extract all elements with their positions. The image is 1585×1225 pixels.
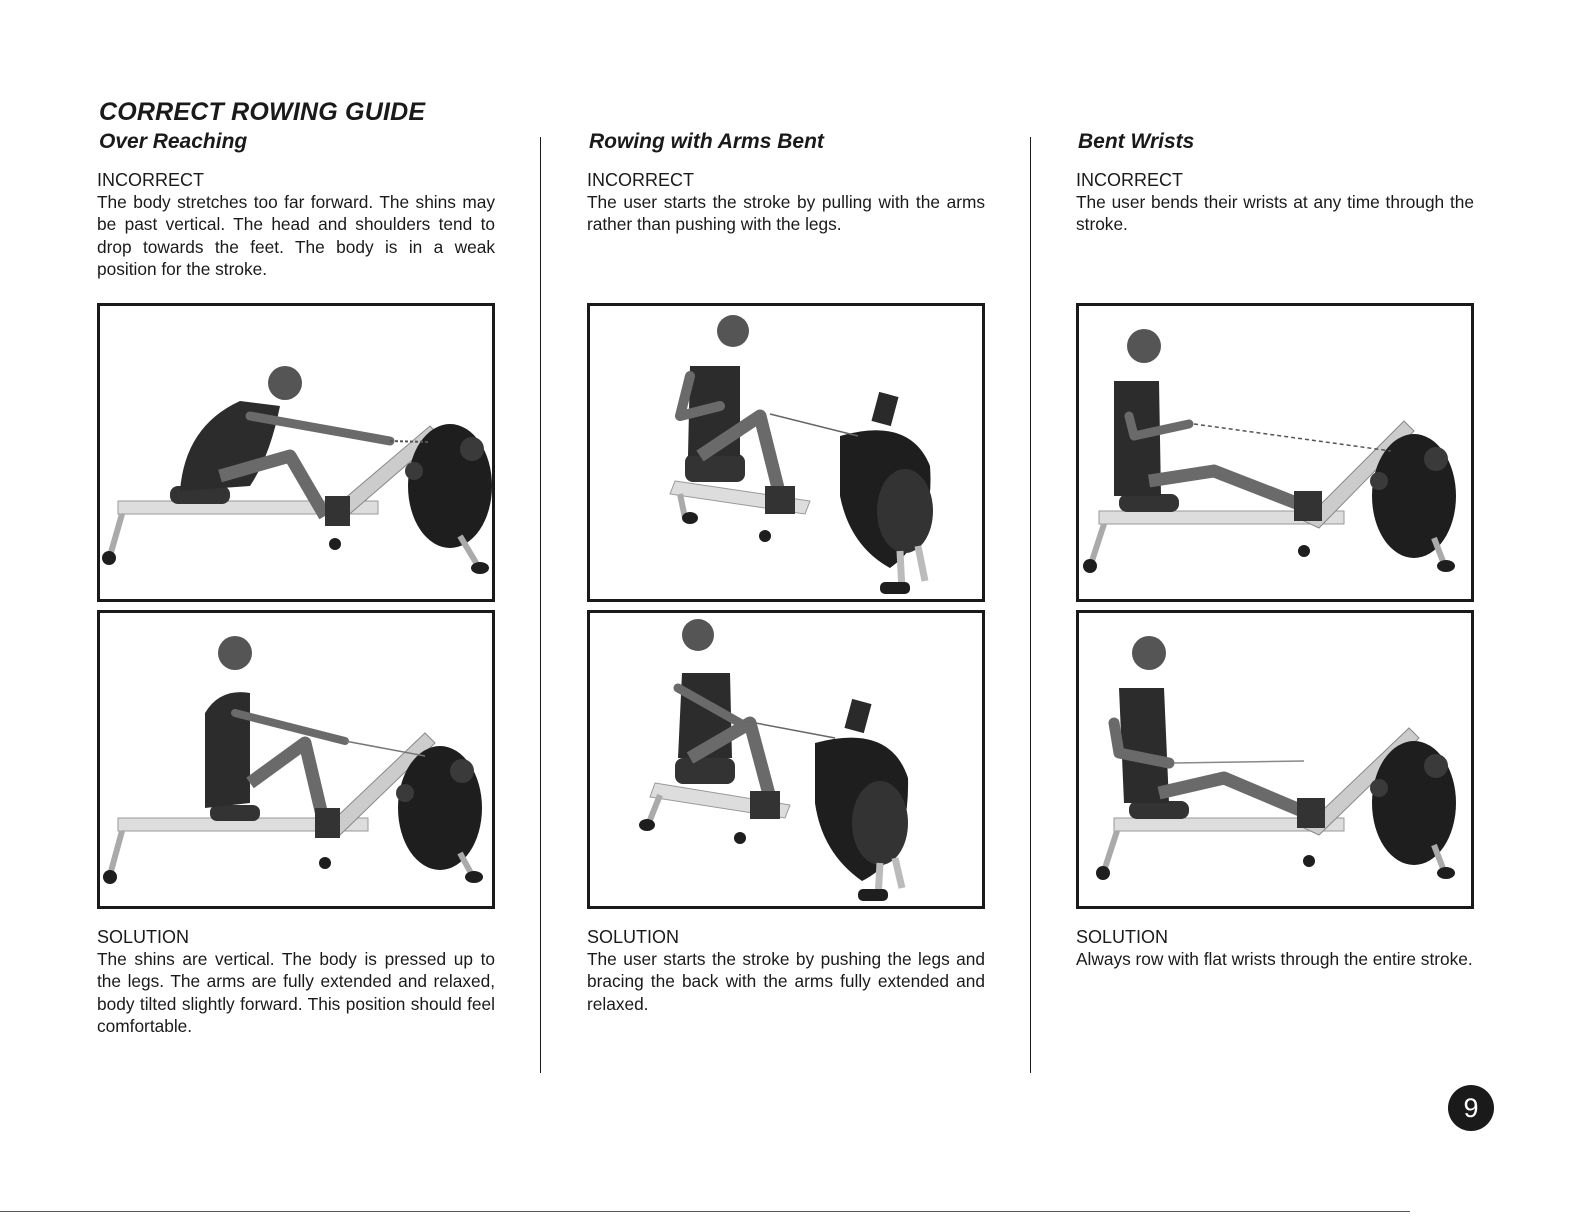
rower-photo-illustration: [100, 613, 492, 906]
incorrect-description: The body stretches too far forward. The shins may be past vertical. The head and shoulders tend to drop towards the feet. The body is in a weak position for the stroke.: [97, 192, 495, 280]
solution-label: SOLUTION: [1076, 927, 1169, 947]
column-divider: [540, 137, 541, 1073]
rower-photo-illustration: [1079, 306, 1471, 599]
solution-label: SOLUTION: [587, 927, 680, 947]
guide-column-bent-wrists: [1076, 128, 1474, 969]
column-heading: Bent Wrists: [1078, 130, 1195, 153]
column-heading: Over Reaching: [99, 130, 248, 153]
rower-photo-illustration: [590, 613, 982, 906]
guide-column-rowing-with-arms-bent: [587, 128, 985, 1014]
incorrect-photo: [97, 303, 495, 602]
page-title: CORRECT ROWING GUIDE: [99, 98, 426, 126]
incorrect-description: The user bends their wrists at any time through the stroke.: [1076, 192, 1474, 235]
column-divider: [1030, 137, 1031, 1073]
incorrect-description: The user starts the stroke by pulling with the arms rather than pushing with the legs.: [587, 192, 985, 235]
incorrect-label: INCORRECT: [1076, 170, 1183, 190]
incorrect-label: INCORRECT: [97, 170, 204, 190]
solution-photo: [1076, 610, 1474, 909]
solution-photo: [97, 610, 495, 909]
bottom-rule: [0, 1211, 1410, 1212]
solution-label: SOLUTION: [97, 927, 190, 947]
column-heading: Rowing with Arms Bent: [589, 130, 824, 153]
solution-description: Always row with flat wrists through the entire stroke.: [1076, 949, 1473, 969]
solution-description: The user starts the stroke by pushing the legs and bracing the back with the arms fully extended and relaxed.: [587, 949, 985, 1014]
incorrect-photo: [1076, 303, 1474, 602]
guide-column-over-reaching: [97, 128, 495, 1037]
incorrect-photo: [587, 303, 985, 602]
solution-photo: [587, 610, 985, 909]
solution-description: The shins are vertical. The body is pressed up to the legs. The arms are fully extended and relaxed, body tilted slightly forward. This position should feel comfortable.: [97, 949, 495, 1037]
rower-photo-illustration: [590, 306, 982, 599]
page-number-badge: 9: [1448, 1085, 1494, 1131]
rower-photo-illustration: [1079, 613, 1471, 906]
rower-photo-illustration: [100, 306, 492, 599]
incorrect-label: INCORRECT: [587, 170, 694, 190]
